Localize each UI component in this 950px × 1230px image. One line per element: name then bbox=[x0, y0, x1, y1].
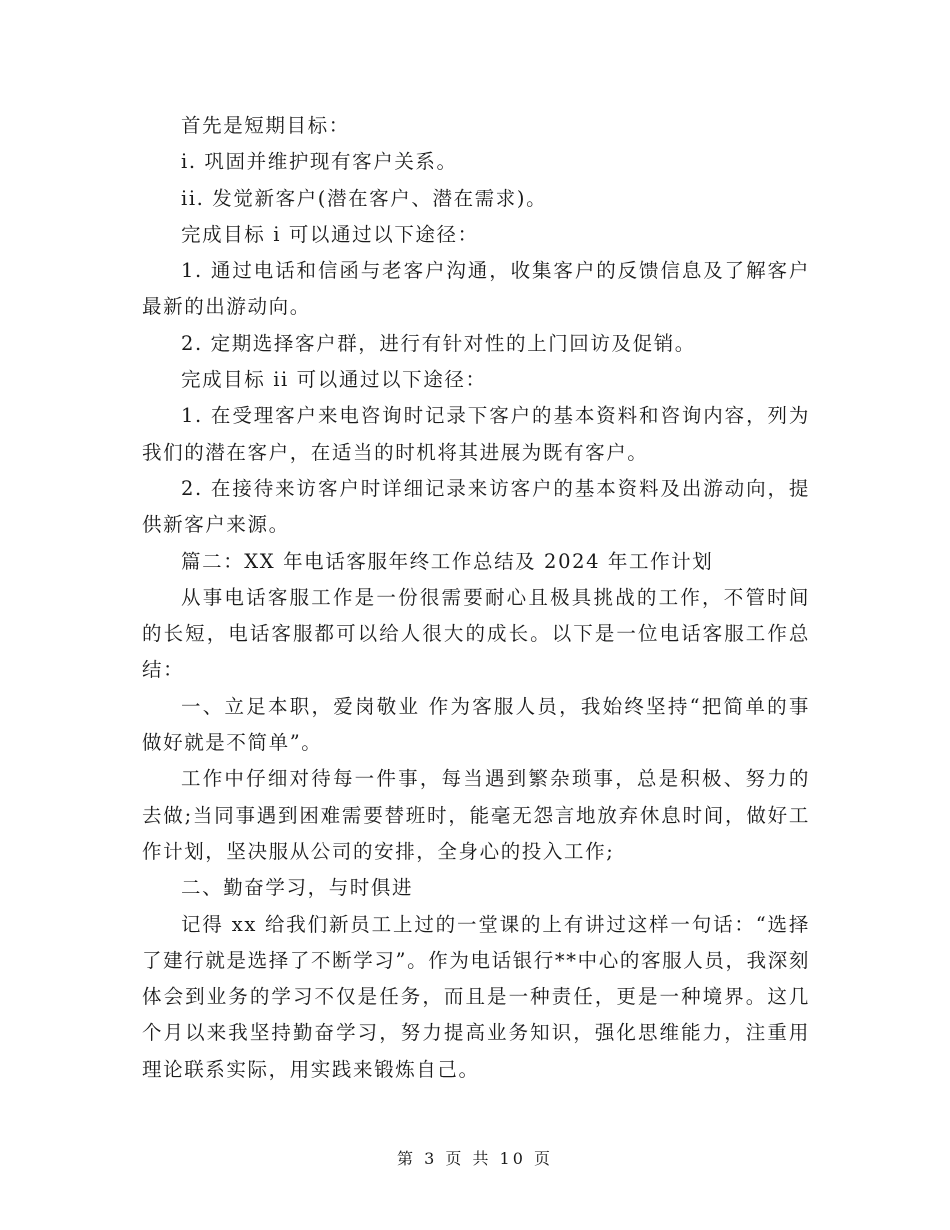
paragraph-goal-i-methods-heading: 完成目标 i 可以通过以下途径： bbox=[181, 222, 479, 246]
page-number-footer: 第 3 页 共 10 页 bbox=[397, 1149, 553, 1168]
paragraph-goal-i-method-1: 1. 通过电话和信函与老客户沟通，收集客户的反馈信息及了解客户最新的出游动向。 bbox=[142, 259, 810, 319]
paragraph-goal-ii: ii. 发觉新客户(潜在客户、潜在需求)。 bbox=[181, 186, 548, 210]
paragraph-goal-ii-methods-heading: 完成目标 ii 可以通过以下途径： bbox=[181, 368, 487, 392]
section-heading-two: 二、勤奋学习，与时俱进 bbox=[181, 876, 414, 900]
paragraph-learning: 记得 xx 给我们新员工上过的一堂课的上有讲过这样一句话：“选择了建行就是选择了不断学习”。作为电话银行**中心的客服人员，我深刻体会到业务的学习不仅是任务，而且是一种责任，更是一种境界。这几个月以来我坚持勤奋学习，努力提高业务知识，强化思维能力，注重用理论联系实际，用实践来锻炼自己。 bbox=[142, 912, 810, 1081]
paragraph-goal-ii-method-1: 1. 在受理客户来电咨询时记录下客户的基本资料和咨询内容，列为我们的潜在客户，在适当的时机将其进展为既有客户。 bbox=[142, 404, 810, 464]
paragraph-intro: 从事电话客服工作是一份很需要耐心且极具挑战的工作，不管时间的长短，电话客服都可以给人很大的成长。以下是一位电话客服工作总结： bbox=[142, 585, 810, 682]
paragraph-work-attitude: 工作中仔细对待每一件事，每当遇到繁杂琐事，总是积极、努力的去做;当同事遇到困难需要替班时，能毫无怨言地放弃休息时间，做好工作计划，坚决服从公司的安排，全身心的投入工作; bbox=[142, 767, 810, 863]
paragraph-goal-ii-method-2: 2. 在接待来访客户时详细记录来访客户的基本资料及出游动向，提供新客户来源。 bbox=[142, 476, 810, 537]
document-body bbox=[142, 108, 810, 1088]
paragraph-section-one: 一、立足本职，爱岗敬业 作为客服人员，我始终坚持“把简单的事做好就是不简单”。 bbox=[142, 694, 810, 755]
section-title-part-two: 篇二：XX 年电话客服年终工作总结及 2024 年工作计划 bbox=[181, 549, 714, 573]
paragraph-short-term-goal: 首先是短期目标： bbox=[181, 114, 350, 137]
paragraph-goal-i-method-2: 2. 定期选择客户群，进行有针对性的上门回访及促销。 bbox=[181, 331, 696, 355]
paragraph-goal-i: i. 巩固并维护现有客户关系。 bbox=[181, 150, 458, 174]
